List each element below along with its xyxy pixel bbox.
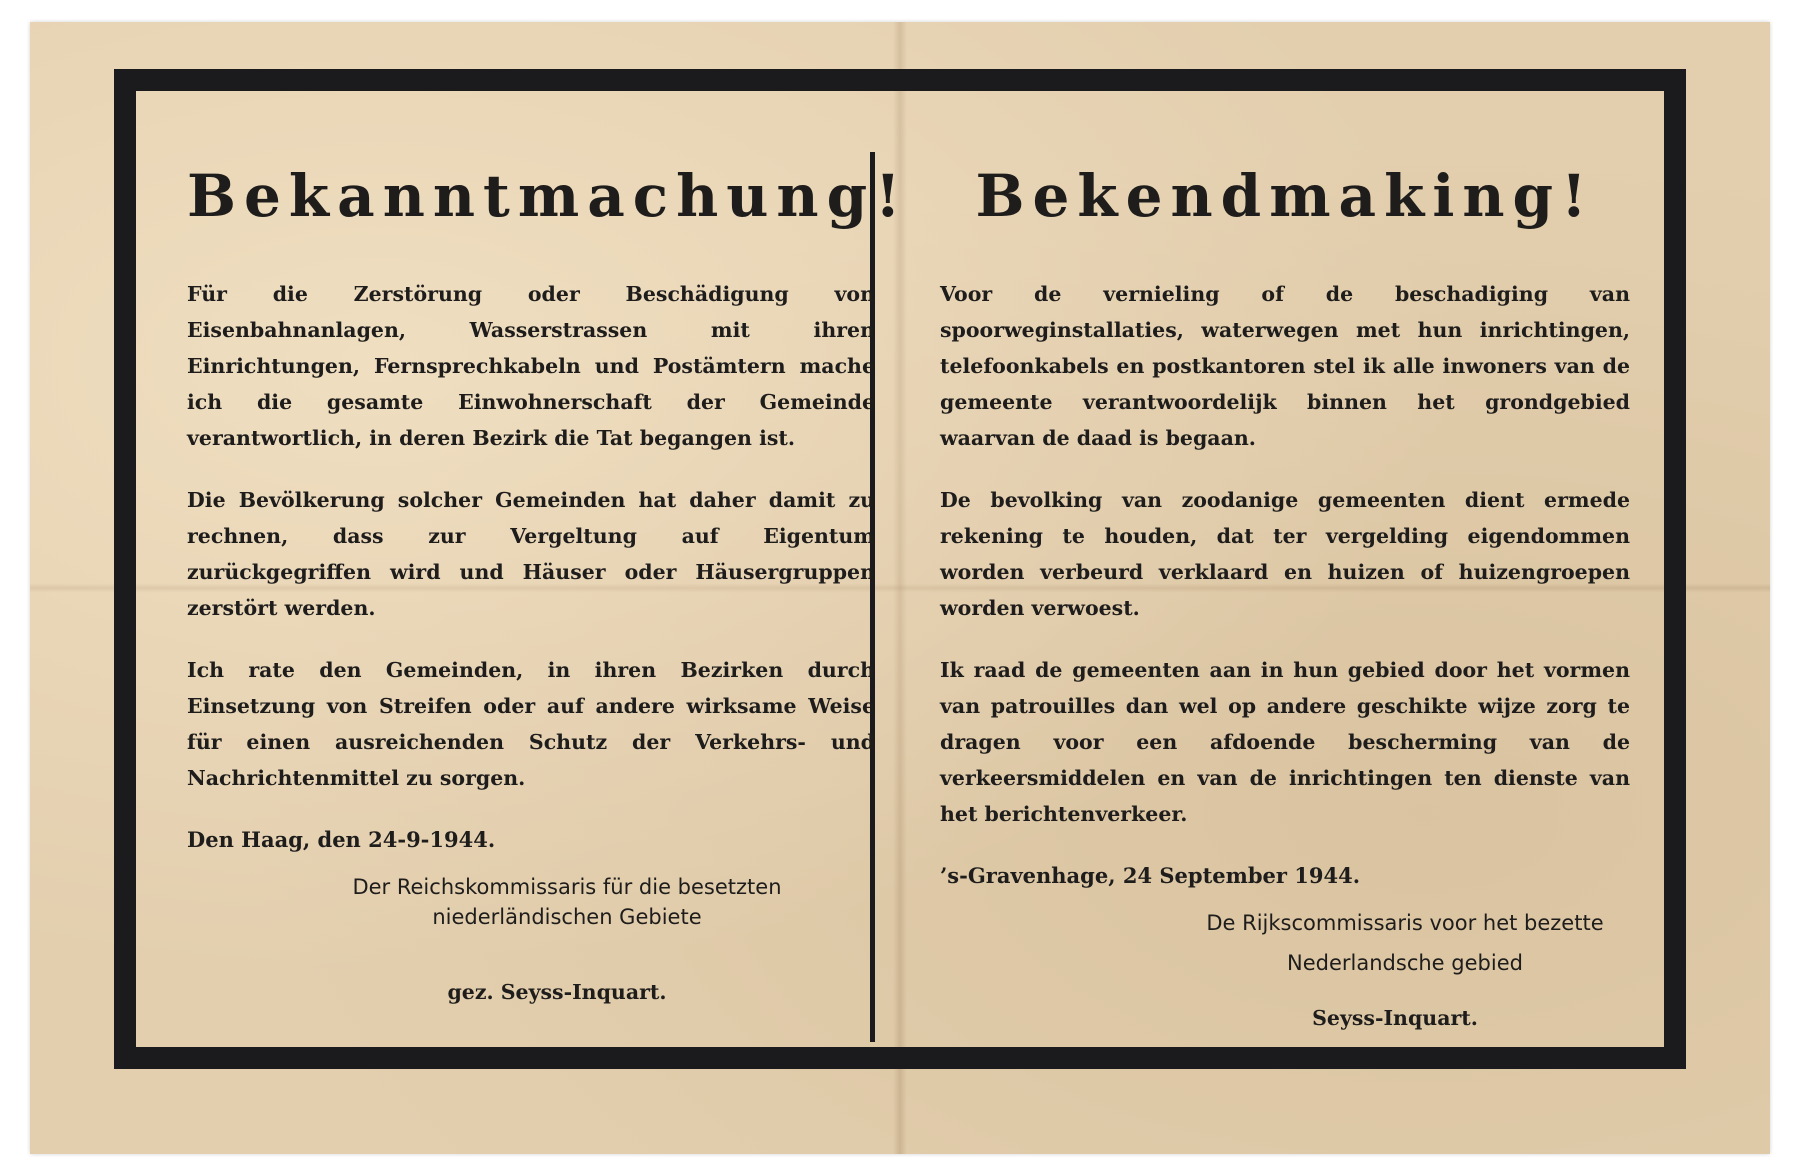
german-issuer-line-1: Der Reichskommissaris für die besetzten [352, 875, 782, 899]
german-signature: gez. Seyss-Inquart. [447, 980, 667, 1004]
german-date-line: Den Haag, den 24-9-1944. [187, 827, 496, 852]
dutch-paragraph-1: Voor de vernieling of de beschadiging van spoorweginstallaties, waterwegen met hun inrichtingen, telefoonkabels en postkantoren stel ik alle inwoners van de gemeente verantwoordelijk binnen het grondgebied waarvan de daad is begaan. [940, 282, 1630, 450]
poster-sheet [30, 22, 1770, 1154]
german-headline: Bekanntmachung! [187, 162, 909, 230]
german-paragraph-1: Für die Zerstörung oder Beschädigung von Eisenbahnanlagen, Wasserstrassen mit ihren Einrichtungen, Fernsprechkabeln und Postämtern mache ich die gesamte Einwohnerschaft der Gemeinde verantwortlich, in deren Bezirk die Tat begangen ist. [187, 282, 875, 450]
german-paragraph-2: Die Bevölkerung solcher Gemeinden hat daher damit zu rechnen, dass zur Vergeltung auf Eigentum zurückgegriffen wird und Häuser oder Häusergruppen zerstört werden. [187, 488, 875, 620]
dutch-headline: Bekendmaking! [975, 162, 1595, 230]
dutch-paragraph-3: Ik raad de gemeenten aan in hun gebied door het vormen van patrouilles dan wel op andere geschikte wijze zorg te dragen voor een afdoende bescherming van de verkeersmiddelen en van de inrichtingen ten dienste van het berichtenverkeer. [940, 658, 1630, 826]
german-column [187, 150, 909, 1010]
german-issuer-line-2: niederländischen Gebiete [432, 905, 702, 929]
german-paragraph-3: Ich rate den Gemeinden, in ihren Bezirken durch Einsetzung von Streifen oder auf andere wirksame Weise für einen ausreichenden Schutz der Verkehrs- und Nachrichtenmittel zu sorgen. [187, 658, 875, 790]
dutch-signature: Seyss-Inquart. [1312, 1006, 1478, 1030]
dutch-date-line: ’s-Gravenhage, 24 September 1944. [940, 863, 1361, 888]
dutch-issuer-line-1: De Rijkscommissaris voor het bezette [1206, 911, 1604, 935]
dutch-paragraph-2: De bevolking van zoodanige gemeenten dient ermede rekening te houden, dat ter vergelding eigendommen worden verbeurd verklaard en huizen of huizengroepen worden verwoest. [940, 488, 1630, 620]
dutch-issuer-line-2: Nederlandsche gebied [1287, 951, 1523, 975]
dutch-column [940, 150, 1630, 1036]
